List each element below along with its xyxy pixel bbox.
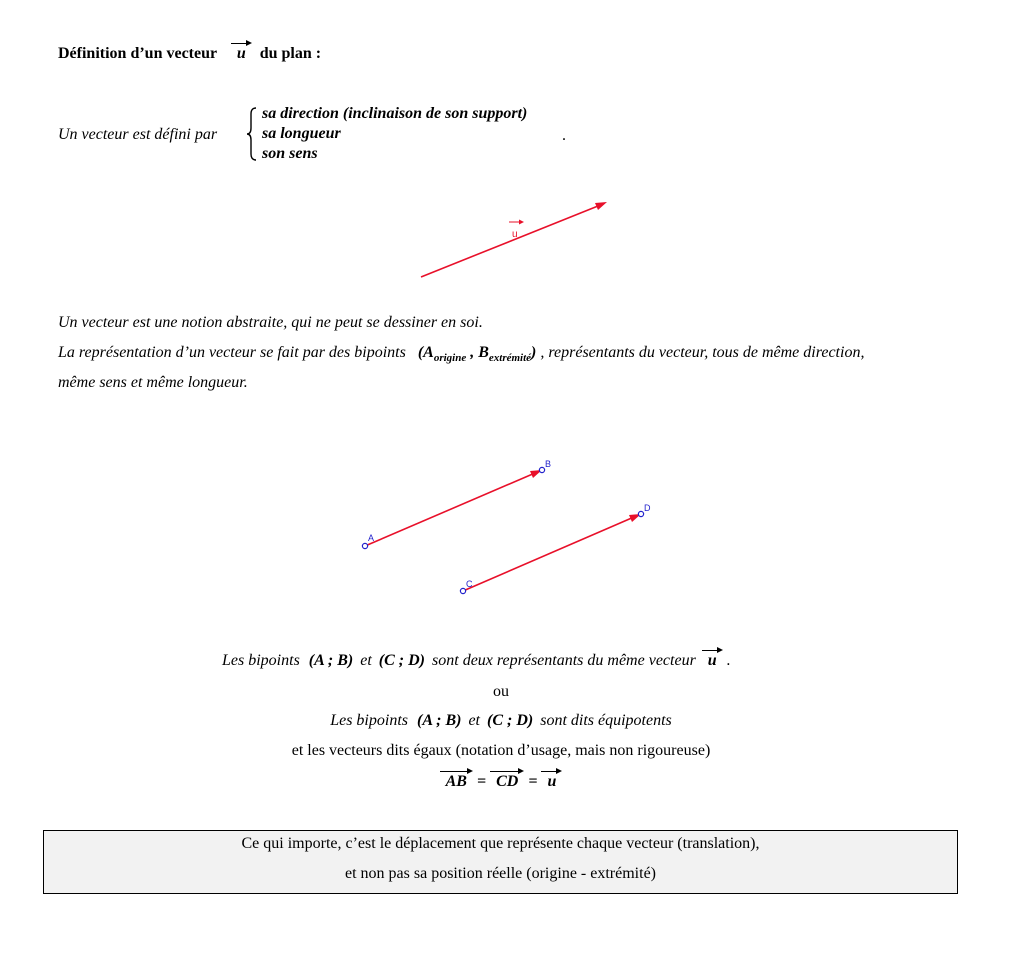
vector-ab-symbol: AB — [440, 773, 473, 791]
definition-lead: Un vecteur est défini par — [58, 126, 218, 143]
vector-arrow-icon — [440, 768, 473, 776]
paragraph-line-2-end: , représentants du vecteur, tous de même direction, — [540, 344, 865, 361]
label-arrow-head — [519, 220, 524, 225]
vector-u-label: u — [512, 229, 518, 240]
vector-u-figure — [0, 0, 1024, 300]
point-b — [539, 467, 544, 472]
statement-equal-vectors: et les vecteurs dits égaux (notation d’usage, mais non rigoureuse) — [291, 742, 711, 759]
point-d — [638, 511, 643, 516]
pair-ab: (A ; B) — [417, 712, 462, 729]
key-point-line-2: et non pas sa position réelle (origine - extrémité) — [344, 865, 656, 882]
statement-equipotents: Les bipoints (A ; B) et (C ; D) sont dits équipotents — [330, 712, 672, 729]
paragraph-line-1: Un vecteur est une notion abstraite, qui ne peut se dessiner en soi. — [58, 314, 483, 331]
or-connector: ou — [493, 683, 509, 700]
paragraph-line-2 — [58, 344, 864, 364]
vector-equality: AB = CD = u — [0, 773, 1002, 791]
definition-item-sense: son sens — [262, 145, 318, 162]
vector-u-symbol: u — [541, 773, 562, 791]
point-a-label: A — [368, 533, 375, 543]
paragraph-line-2-start: La représentation d’un vecteur se fait par des bipoints — [58, 344, 406, 361]
vector-u-symbol: u — [702, 652, 723, 670]
pair-ab: (A ; B) — [308, 652, 354, 669]
bipoint-notation: ($A_{origine}$ , $B_{extrémité}$) — [417, 344, 537, 365]
point-a — [362, 543, 367, 548]
vector-arrow-icon — [490, 768, 524, 776]
vector-u-arrowhead — [595, 202, 607, 210]
point-b-label: B — [545, 459, 552, 469]
vector-ab-line — [365, 473, 535, 546]
paragraph-line-3: même sens et même longueur. — [58, 374, 248, 391]
point-c — [460, 588, 465, 593]
key-point-line-1: Ce qui importe, c’est le déplacement que représente chaque vecteur (translation), — [241, 835, 760, 852]
definition-item-direction: sa direction (inclinaison de son support) — [262, 105, 528, 122]
title-suffix: du plan : — [259, 45, 322, 62]
pair-cd: (C ; D) — [378, 652, 426, 669]
vector-arrow-icon — [702, 647, 723, 655]
definition-item-length: sa longueur — [262, 125, 341, 142]
pair-cd: (C ; D) — [487, 712, 534, 729]
point-c-label: C — [466, 579, 473, 589]
vector-u-line — [421, 206, 598, 277]
definition-end-mark: . — [562, 127, 566, 144]
bipoints-figure — [0, 440, 1024, 610]
statement-representants: Les bipoints (A ; B) et (C ; D) sont deux représentants du même vecteur u . — [222, 652, 731, 670]
vector-u-symbol: u — [231, 45, 252, 63]
key-point-box — [43, 830, 958, 894]
title-prefix: Définition d’un vecteur — [58, 45, 217, 62]
vector-cd-symbol: CD — [490, 773, 524, 791]
vector-arrow-icon — [541, 768, 562, 776]
point-d-label: D — [644, 503, 651, 513]
vector-cd-line — [463, 517, 634, 591]
